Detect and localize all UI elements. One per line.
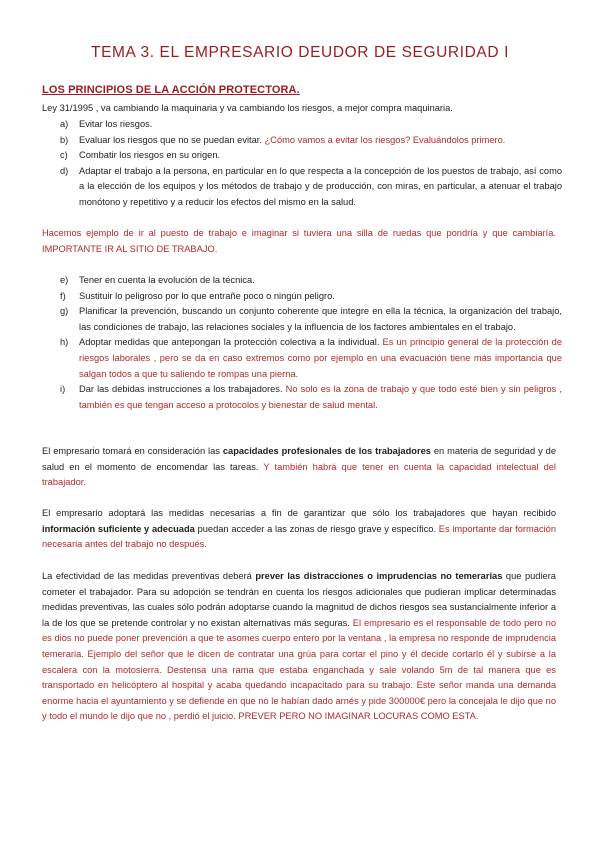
paragraph-capacities bbox=[42, 444, 556, 491]
list-item bbox=[42, 304, 562, 335]
list-item bbox=[42, 117, 562, 133]
paragraph-text: en materia de seguridad y de salud en el momento de encomendar las tareas. bbox=[42, 446, 556, 472]
list-item bbox=[42, 335, 562, 382]
paragraph-bold: capacidades profesionales de los trabajadores bbox=[222, 446, 431, 456]
paragraph-text: La efectividad de las medidas preventivas deberá bbox=[42, 571, 256, 581]
list-marker: c) bbox=[60, 150, 68, 161]
list-marker: a) bbox=[60, 119, 69, 129]
list-item bbox=[42, 164, 562, 211]
paragraph-note: Es importante dar formación necesaria antes del trabajo no después. bbox=[42, 523, 556, 550]
list-item bbox=[42, 289, 562, 305]
paragraph-effectiveness bbox=[42, 569, 556, 725]
list-item bbox=[42, 133, 562, 149]
list-item-note: ¿Cómo vamos a evitar los riesgos? Evaluándolos primero. bbox=[264, 134, 506, 145]
paragraph-bold: prever las distracciones o imprudencias no temerarias bbox=[255, 571, 503, 581]
example-note: Hacemos ejemplo de ir al puesto de trabajo e imaginar si tuviera una silla de ruedas que pondría y que cambiaría. IMPORTANTE IR AL SITIO DE TRABAJO. bbox=[42, 228, 556, 254]
list-item-note: No solo es la zona de trabajo y que todo esté bien y sin peligros , también es que tengan acceso a protocolos y bienestar de salud mental. bbox=[79, 384, 562, 410]
list-marker: d) bbox=[60, 165, 69, 176]
list-marker: b) bbox=[60, 134, 69, 145]
list-marker: h) bbox=[60, 337, 69, 348]
list-item-text: Combatir los riesgos en su origen. bbox=[79, 150, 221, 161]
list-marker: i) bbox=[60, 384, 66, 395]
list-item-text: Evaluar los riesgos que no se puedan evitar. bbox=[79, 134, 262, 145]
list-item bbox=[42, 382, 562, 413]
list-item-text: Sustituir lo peligroso por lo que entrañe poco o ningún peligro. bbox=[79, 290, 335, 301]
principles-list-2 bbox=[42, 273, 562, 413]
list-item-text: Adoptar medidas que antepongan la protección colectiva a la individual. bbox=[79, 337, 380, 348]
list-item-text: Tener en cuenta la evolución de la técnica. bbox=[79, 275, 255, 285]
principles-list-1 bbox=[42, 117, 562, 211]
paragraph-note: El empresario es el responsable de todo pero no es dios no puede poner prevención a que te asomes cuerpo entero por la ventana , la empresa no responde de imprudencia temeraria. Ejemplo del señor que le dicen de contratar una grúa para cortar el pino y él decide cortarlo él y subirse a la escalera con la motosierra. Destensa una rama que estaba enganchada y sale volando 5m de tal manera que es transportado en helicóptero al hospital y acaba quedando incapacitado para su trabajo. Este señor manda una demanda enorme hacia el ayuntamiento y se defiende en que no le habían dado arnés y pide 300000€ pero la concejala le dijo que no y todo el mundo le dijo que no , perdió el juicio. PREVER PERO NO IMAGINAR LOCURAS COMO ESTA. bbox=[42, 617, 556, 722]
list-item-text: Evitar los riesgos. bbox=[79, 119, 153, 129]
list-marker: g) bbox=[60, 306, 69, 317]
paragraph-text: puedan acceder a las zonas de riesgo grave y específico. bbox=[194, 523, 437, 534]
page-title: TEMA 3. EL EMPRESARIO DEUDOR DE SEGURIDAD I bbox=[91, 44, 509, 61]
list-marker: e) bbox=[60, 275, 69, 285]
section-heading: LOS PRINCIPIOS DE LA ACCIÓN PROTECTORA. bbox=[42, 84, 300, 96]
paragraph-information bbox=[42, 506, 556, 553]
list-item-note: Es un principio general de la protección de riesgos laborales , pero se da en caso extremos como por ejemplo en una evacuación tiene más importancia que salgan todos a que tu saliendo te rompas una pierna. bbox=[79, 337, 562, 379]
intro-paragraph: Ley 31/1995 , va cambiando la maquinaria y va cambiando los riesgos, a mejor compra maquinaria. bbox=[42, 103, 453, 113]
paragraph-text: El empresario adoptará las medidas necesarias a fin de garantizar que sólo los trabajadores que hayan recibido bbox=[42, 508, 556, 518]
list-item bbox=[42, 148, 562, 164]
list-item-text: Dar las debidas instrucciones a los trabajadores. bbox=[79, 384, 283, 395]
paragraph-bold: información suficiente y adecuada bbox=[42, 523, 195, 534]
paragraph-text: El empresario tomará en consideración las bbox=[42, 446, 223, 456]
paragraph-text: que pudiera cometer el trabajador. Para su adopción se tendrán en cuenta los riesgos adicionales que pudieran implicar determinadas medidas preventivas, las cuales sólo podrán adoptarse cuando la magnitud de dichos riesgos sea sustancialmente inferior a la de los que se pretende controlar y no existan alternativas más seguras. bbox=[42, 571, 556, 628]
list-marker: f) bbox=[60, 290, 66, 301]
list-item bbox=[42, 273, 562, 289]
list-item-text: Adaptar el trabajo a la persona, en particular en lo que respecta a la concepción de los puestos de trabajo, así como a la elección de los equipos y los métodos de trabajo y de producción, con miras, en particular, a atenuar el trabajo monótono y repetitivo y a reducir los efectos del mismo en la salud. bbox=[79, 165, 562, 207]
paragraph-note: Y también habrá que tener en cuenta la capacidad intelectual del trabajador. bbox=[42, 461, 556, 488]
list-item-text: Planificar la prevención, buscando un conjunto coherente que integre en ella la técnica, la organización del trabajo, las condiciones de trabajo, las relaciones sociales y la influencia de los factores ambientales en el trabajo. bbox=[79, 306, 562, 332]
